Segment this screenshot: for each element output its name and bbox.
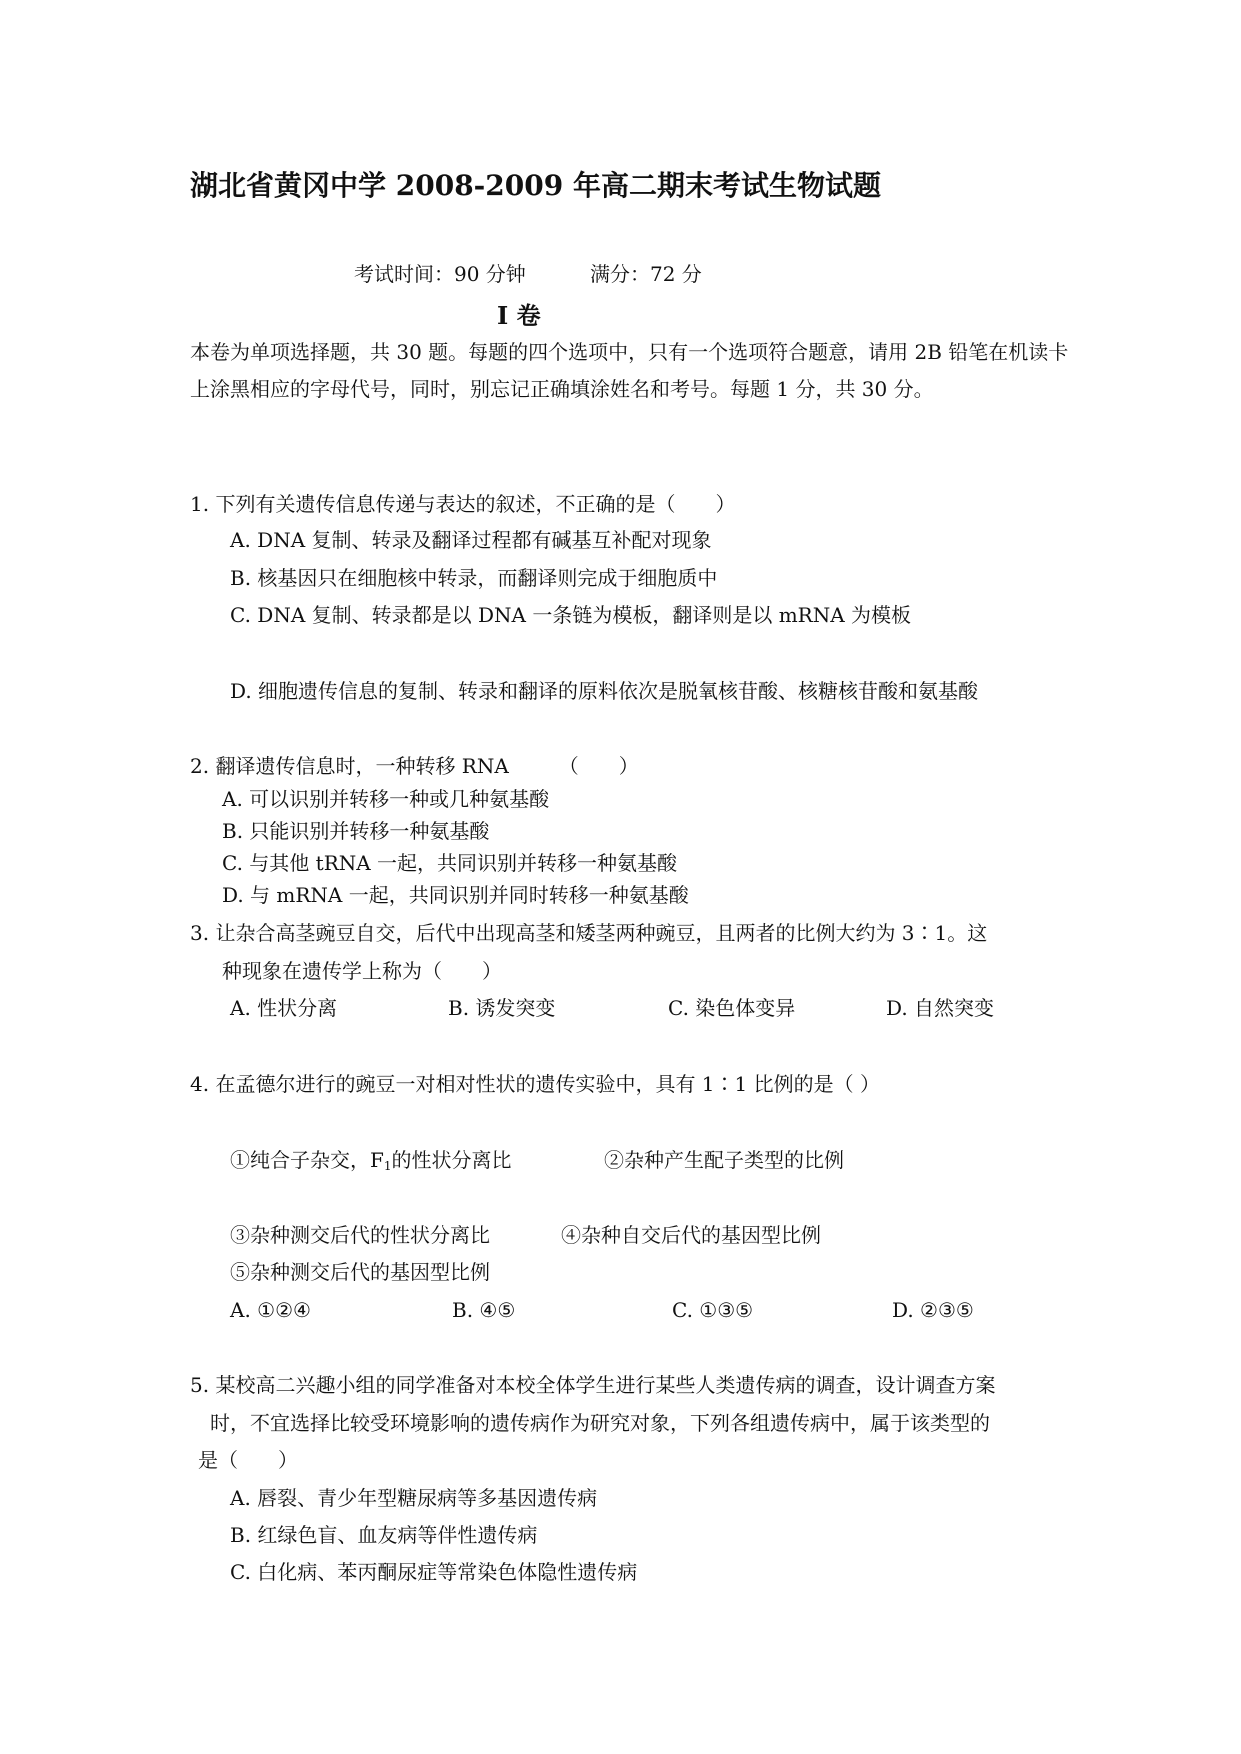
question-4-item-3: ③杂种测交后代的性状分离比 [230, 1223, 490, 1247]
question-3-option-b: B. 诱发突变 [448, 996, 556, 1020]
question-5-stem-line-3: 是（ ） [198, 1448, 298, 1472]
question-1-option-b: B. 核基因只在细胞核中转录，而翻译则完成于细胞质中 [230, 566, 718, 590]
instructions: 本卷为单项选择题，共 30 题。每题的四个选项中，只有一个选项符合题意，请用 2B 铅笔在机读卡上涂黑相应的字母代号，同时，别忘记正确填涂姓名和考号。每题 1 分，共 30 分。 [190, 340, 1069, 401]
question-4-option-d: D. ②③⑤ [892, 1298, 974, 1322]
section-heading: I 卷 [497, 301, 541, 330]
question-4-option-c: C. ①③⑤ [672, 1298, 754, 1322]
exam-time: 考试时间：90 分钟 [354, 262, 526, 286]
question-2-option-a: A. 可以识别并转移一种或几种氨基酸 [222, 787, 550, 811]
question-3-option-a: A. 性状分离 [230, 996, 338, 1020]
question-4-stem: 4. 在孟德尔进行的豌豆一对相对性状的遗传实验中，具有 1∶1 比例的是（ ） [190, 1072, 880, 1096]
question-2-option-b: B. 只能识别并转移一种氨基酸 [222, 819, 490, 843]
question-1-option-c: C. DNA 复制、转录都是以 DNA 一条链为模板，翻译则是以 mRNA 为模板 [230, 603, 912, 627]
question-5-stem-line-1: 5. 某校高二兴趣小组的同学准备对本校全体学生进行某些人类遗传病的调查，设计调查方案 [190, 1373, 996, 1397]
question-2-option-c: C. 与其他 tRNA 一起，共同识别并转移一种氨基酸 [222, 851, 678, 875]
question-2-option-d: D. 与 mRNA 一起，共同识别并同时转移一种氨基酸 [222, 883, 689, 907]
page-title: 湖北省黄冈中学 2008-2009 年高二期末考试生物试题 [190, 169, 881, 202]
question-1-option-a: A. DNA 复制、转录及翻译过程都有碱基互补配对现象 [230, 528, 712, 552]
question-4-item-5: ⑤杂种测交后代的基因型比例 [230, 1260, 490, 1284]
question-1-stem: 1. 下列有关遗传信息传递与表达的叙述，不正确的是（ ） [190, 492, 736, 516]
full-score: 满分：72 分 [590, 262, 702, 286]
question-3-stem-line-2: 种现象在遗传学上称为（ ） [222, 959, 502, 983]
question-5-option-a: A. 唇裂、青少年型糖尿病等多基因遗传病 [230, 1486, 598, 1510]
question-1-option-d: D. 细胞遗传信息的复制、转录和翻译的原料依次是脱氧核苷酸、核糖核苷酸和氨基酸 [230, 679, 979, 703]
question-4-option-b: B. ④⑤ [452, 1298, 516, 1322]
question-2-stem: 2. 翻译遗传信息时，一种转移 RNA （ ） [190, 754, 639, 778]
question-3-option-d: D. 自然突变 [886, 996, 995, 1020]
question-5-stem-line-2: 时，不宜选择比较受环境影响的遗传病作为研究对象，下列各组遗传病中，属于该类型的 [210, 1411, 990, 1435]
question-4-item-2: ②杂种产生配子类型的比例 [604, 1148, 844, 1172]
question-3-option-c: C. 染色体变异 [668, 996, 796, 1020]
question-5-option-b: B. 红绿色盲、血友病等伴性遗传病 [230, 1523, 538, 1547]
question-5-option-c: C. 白化病、苯丙酮尿症等常染色体隐性遗传病 [230, 1560, 638, 1584]
question-3-stem-line-1: 3. 让杂合高茎豌豆自交，后代中出现高茎和矮茎两种豌豆，且两者的比例大约为 3∶1。这 [190, 921, 988, 945]
question-4-item-4: ④杂种自交后代的基因型比例 [561, 1223, 821, 1247]
question-4-item-1: ①纯合子杂交，$F_1$的性状分离比 [230, 1148, 512, 1173]
question-4-option-a: A. ①②④ [230, 1298, 311, 1322]
